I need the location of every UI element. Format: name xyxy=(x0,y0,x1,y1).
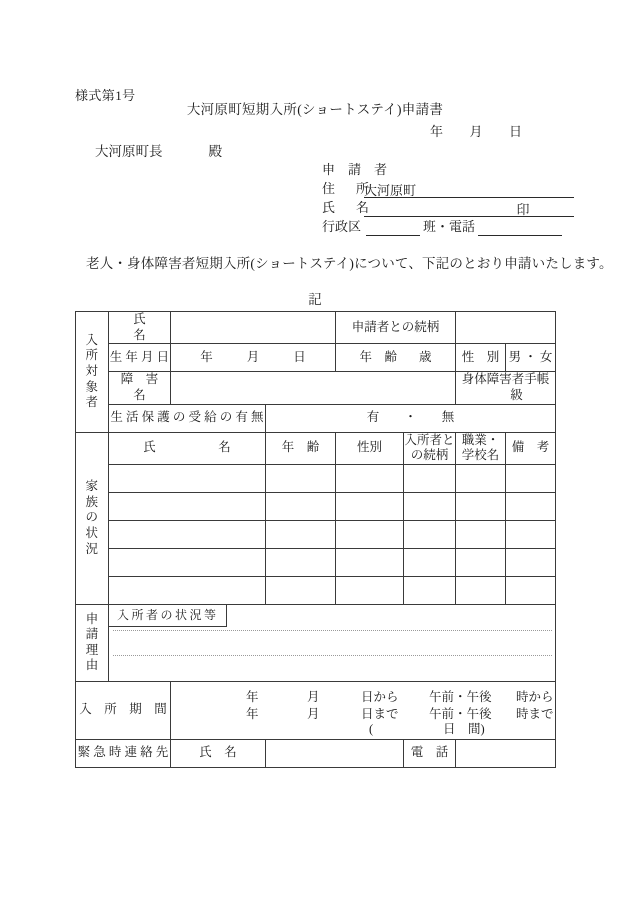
family-col-relation: 入所者との続柄 xyxy=(404,432,456,464)
family-label-char-4: 況 xyxy=(85,541,99,556)
target-name-value[interactable] xyxy=(171,312,336,344)
family-cell-age[interactable] xyxy=(266,464,336,492)
family-label-char-1: 族 xyxy=(85,494,99,509)
target-disability-row xyxy=(76,372,556,404)
applicant-address-prefix: 大河原町 xyxy=(364,183,417,198)
target-sex-options[interactable]: 男 ・ 女 xyxy=(506,344,556,372)
target-birth-value[interactable] xyxy=(171,344,336,372)
applicant-address-field[interactable] xyxy=(364,181,482,198)
family-cell-name[interactable] xyxy=(109,520,266,548)
birth-year-label: 年 xyxy=(200,349,213,364)
family-cell-relation[interactable] xyxy=(404,576,456,604)
family-cell-name[interactable] xyxy=(109,576,266,604)
emergency-label: 緊 急 時 連 絡 先 xyxy=(76,739,171,767)
family-cell-relation[interactable] xyxy=(404,548,456,576)
applicant-phone-field[interactable] xyxy=(478,219,562,236)
family-cell-age[interactable] xyxy=(266,520,336,548)
reason-dotted-rule-1 xyxy=(113,630,552,631)
applicant-block xyxy=(322,160,574,236)
applicant-name-field[interactable] xyxy=(364,200,512,217)
family-label-char-2: の xyxy=(85,510,99,525)
period-end-ampm[interactable]: 午前・午後 xyxy=(429,706,492,721)
family-cell-name[interactable] xyxy=(109,548,266,576)
applicant-district-field[interactable] xyxy=(366,219,420,236)
reason-label-char-2: 理 xyxy=(85,642,101,657)
family-cell-name[interactable] xyxy=(109,464,266,492)
target-sex-label: 性 別 xyxy=(456,344,506,372)
emergency-name-value[interactable] xyxy=(266,739,404,767)
family-cell-name[interactable] xyxy=(109,492,266,520)
target-label-char-0: 入 xyxy=(85,332,99,347)
target-relation-value[interactable] xyxy=(456,312,556,344)
family-col-age: 年 齢 xyxy=(266,432,336,464)
age-unit: 歳 xyxy=(419,349,432,364)
emergency-row xyxy=(76,739,556,767)
family-cell-occupation[interactable] xyxy=(456,492,506,520)
reason-label-char-0: 申 xyxy=(85,611,101,626)
family-cell-remarks[interactable] xyxy=(506,520,556,548)
reason-section-label xyxy=(76,604,109,681)
period-end-month: 月 xyxy=(307,706,320,721)
reason-label-char-1: 請 xyxy=(85,627,101,642)
target-section-label xyxy=(76,312,109,433)
family-cell-sex[interactable] xyxy=(336,576,404,604)
target-birth-label: 生 年 月 日 xyxy=(109,344,171,372)
applicant-address-label: 住 所 xyxy=(322,181,374,196)
family-cell-sex[interactable] xyxy=(336,492,404,520)
family-cell-relation[interactable] xyxy=(404,464,456,492)
period-value-cell[interactable] xyxy=(171,681,556,739)
family-cell-occupation[interactable] xyxy=(456,548,506,576)
reason-row xyxy=(76,604,556,681)
table-row xyxy=(76,464,556,492)
family-cell-sex[interactable] xyxy=(336,464,404,492)
target-welfare-row xyxy=(76,404,556,432)
target-label-char-3: 象 xyxy=(85,379,99,394)
issue-date-line xyxy=(430,121,523,140)
addressee-honorific: 殿 xyxy=(208,144,222,159)
family-header-row xyxy=(76,432,556,464)
table-row xyxy=(76,576,556,604)
target-disability-label: 障 害 名 xyxy=(109,372,171,404)
period-label: 入 所 期 間 xyxy=(76,681,171,739)
period-start-ampm[interactable]: 午前・午後 xyxy=(429,689,492,704)
family-cell-sex[interactable] xyxy=(336,520,404,548)
reason-tag-label: 入所者の状況等 xyxy=(109,605,227,627)
family-cell-occupation[interactable] xyxy=(456,520,506,548)
table-row xyxy=(76,492,556,520)
reason-label-char-3: 由 xyxy=(85,658,101,673)
target-handbook-cell[interactable] xyxy=(456,372,556,404)
period-start-month: 月 xyxy=(307,689,320,704)
family-col-occupation: 職業・学校名 xyxy=(456,432,506,464)
reason-content-cell[interactable] xyxy=(109,604,556,681)
family-cell-occupation[interactable] xyxy=(456,464,506,492)
period-total-open-paren: ( xyxy=(369,721,374,736)
period-total-days[interactable]: 日 間) xyxy=(443,721,485,736)
applicant-address-row xyxy=(322,179,574,198)
family-label-char-3: 状 xyxy=(85,525,99,540)
emergency-phone-label: 電 話 xyxy=(404,739,456,767)
family-cell-sex[interactable] xyxy=(336,548,404,576)
family-cell-age[interactable] xyxy=(266,576,336,604)
applicant-heading: 申 請 者 xyxy=(322,162,388,177)
form-number: 様式第1号 xyxy=(75,88,136,103)
emergency-phone-value[interactable] xyxy=(456,739,556,767)
target-disability-value[interactable] xyxy=(171,372,456,404)
family-label-char-0: 家 xyxy=(85,479,99,494)
family-cell-remarks[interactable] xyxy=(506,548,556,576)
applicant-district-row xyxy=(322,217,574,236)
date-year-label: 年 xyxy=(430,124,444,139)
handbook-label: 身体障害者手帳 xyxy=(461,372,550,387)
target-name-row xyxy=(76,312,556,344)
family-cell-age[interactable] xyxy=(266,548,336,576)
period-end-day: 日まで xyxy=(361,706,399,721)
applicant-name-label: 氏 名 xyxy=(322,200,374,215)
application-statement: 老人・身体障害者短期入所(ショートステイ)について、下記のとおり申請いたします。 xyxy=(86,256,613,271)
family-cell-remarks[interactable] xyxy=(506,576,556,604)
reason-dotted-rule-2 xyxy=(113,655,552,656)
date-day-label: 日 xyxy=(509,124,523,139)
addressee-name: 大河原町長 xyxy=(95,144,163,159)
target-relation-label: 申請者との続柄 xyxy=(336,312,456,344)
period-end-time: 時まで xyxy=(516,706,554,721)
applicant-district-unit: 班・電話 xyxy=(423,219,476,234)
birth-month-label: 月 xyxy=(246,349,260,364)
date-month-label: 月 xyxy=(469,124,484,139)
emergency-name-label: 氏 名 xyxy=(171,739,266,767)
family-col-sex: 性別 xyxy=(336,432,404,464)
target-label-char-1: 所 xyxy=(85,348,99,363)
family-cell-remarks[interactable] xyxy=(506,492,556,520)
period-row xyxy=(76,681,556,739)
target-age-cell[interactable] xyxy=(336,344,456,372)
handbook-grade: 級 xyxy=(510,387,523,402)
applicant-name-row xyxy=(322,198,574,217)
family-cell-age[interactable] xyxy=(266,492,336,520)
applicant-heading-row xyxy=(322,160,574,179)
target-label-char-4: 者 xyxy=(85,395,99,410)
family-col-remarks: 備 考 xyxy=(506,432,556,464)
applicant-seal-mark: 印 xyxy=(512,200,534,217)
family-cell-relation[interactable] xyxy=(404,492,456,520)
period-start-time: 時から xyxy=(516,689,554,704)
age-label: 年 齢 xyxy=(359,349,397,364)
welfare-label: 生 活 保 護 の 受 給 の 有 無 xyxy=(109,404,266,432)
period-start-year: 年 xyxy=(246,689,259,704)
family-section-label xyxy=(76,432,109,604)
family-col-name: 氏 名 xyxy=(109,432,266,464)
table-row xyxy=(76,520,556,548)
family-cell-relation[interactable] xyxy=(404,520,456,548)
table-row xyxy=(76,548,556,576)
application-form-table xyxy=(75,311,556,768)
target-name-label: 氏 名 xyxy=(109,312,171,344)
birth-day-label: 日 xyxy=(293,349,306,364)
applicant-address-field-cont[interactable] xyxy=(482,181,574,198)
family-cell-occupation[interactable] xyxy=(456,576,506,604)
ki-mark: 記 xyxy=(308,292,322,307)
applicant-district-label: 行政区 xyxy=(322,219,362,234)
document-title: 大河原町短期入所(ショートステイ)申請書 xyxy=(186,102,444,117)
period-start-day: 日から xyxy=(361,689,399,704)
family-cell-remarks[interactable] xyxy=(506,464,556,492)
period-end-year: 年 xyxy=(246,706,259,721)
target-label-char-2: 対 xyxy=(85,363,99,378)
welfare-options[interactable]: 有 ・ 無 xyxy=(266,404,556,432)
addressee xyxy=(95,140,222,160)
target-birth-row xyxy=(76,344,556,372)
